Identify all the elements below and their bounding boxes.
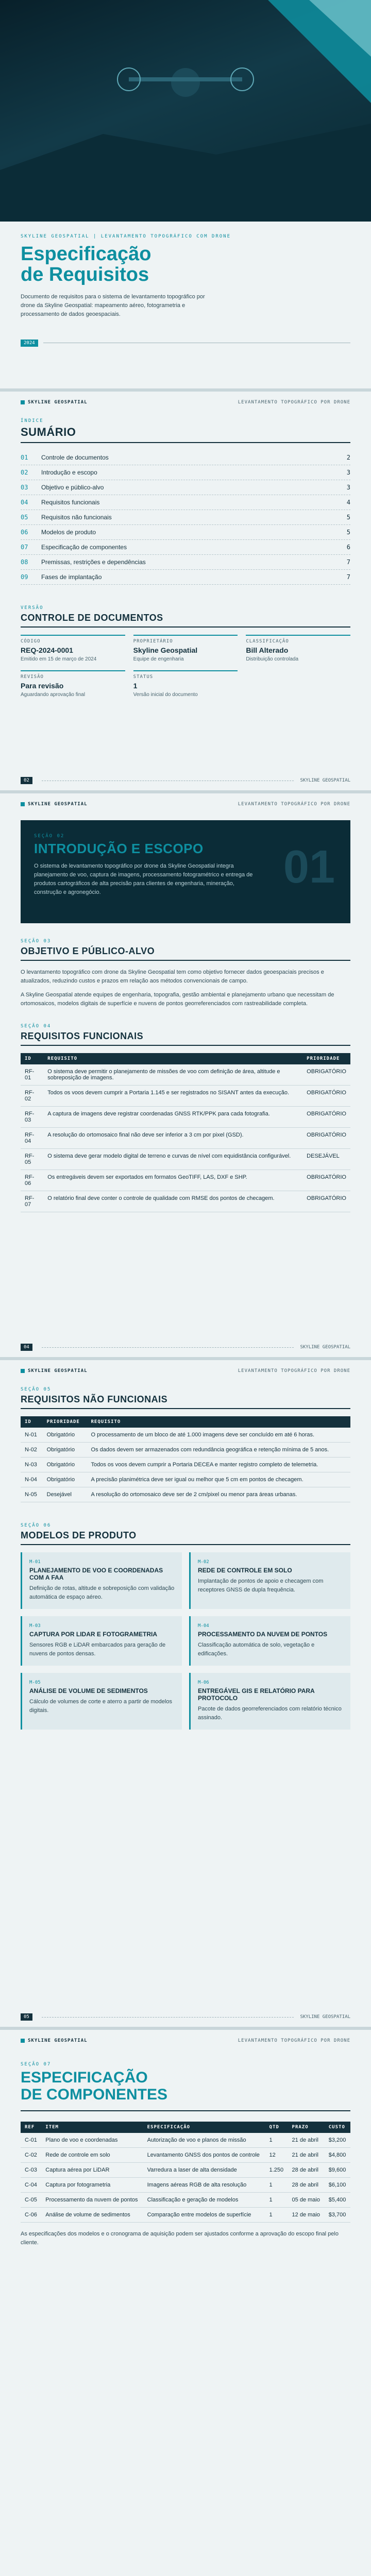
components-page [0,2030,371,2576]
footer-brand: SKYLINE GEOSPATIAL [300,2014,350,2020]
table-cell-text: Os entregáveis devem ser exportados em formatos GeoTIFF, LAS, DXF e SHP. [43,1170,302,1191]
table-cell-spec: Imagens aéreas RGB de alta resolução [143,2178,265,2193]
header-doc: LEVANTAMENTO TOPOGRÁFICO POR DRONE [238,2038,350,2043]
table-cell-id: RF-07 [21,1191,43,1212]
objective-p1: O levantamento topográfico com drone da Skyline Geospatial tem como objetivo fornecer dados geoespaciais precisos e atualizados, reduzindo custos e prazos em relação aos métodos convencionais de campo. [21,969,324,985]
cover-kicker: SKYLINE GEOSPATIAL | LEVANTAMENTO TOPOGRÁFICO COM DRONE [21,234,231,239]
toc-page [0,392,371,793]
model-card [189,1552,350,1609]
table-cell-text: A resolução do ortomosaico deve ser de 2 cm/pixel ou menor para áreas urbanas. [87,1487,350,1502]
cover-title-1: Especificação [21,243,151,265]
table-cell-term: 28 de abril [288,2178,325,2193]
toc-item-label: Modelos de produto [41,529,96,536]
toc-item-label: Especificação de componentes [41,544,127,551]
header-doc: LEVANTAMENTO TOPOGRÁFICO POR DRONE [238,802,350,807]
toc-item-num: 05 [21,514,28,521]
objective-kicker: SEÇÃO 03 [21,939,52,944]
nonfunctional-page [0,1360,371,2030]
table-cell-text: O relatório final deve conter o controle de qualidade com RMSE dos pontos de checagem. [43,1191,302,1212]
table-cell-qty: 1 [265,2208,288,2223]
model-card [21,1552,182,1609]
models-grid [21,1552,350,1730]
toc-item[interactable] [21,450,350,465]
toc-title: SUMÁRIO [21,426,76,438]
model-title: CAPTURA POR LIDAR E FOTOGRAMETRIA [29,1631,157,1638]
intro-page [0,793,371,1360]
table-cell-cost: $3,200 [325,2133,350,2148]
doc-field-note: Versão inicial do documento [133,692,198,698]
model-card [21,1673,182,1730]
toc-item[interactable] [21,525,350,540]
components-kicker: SEÇÃO 07 [21,2062,52,2067]
toc-list [21,450,350,585]
model-text: Pacote de dados georreferenciados com relatório técnico assinado. [198,1706,342,1721]
table-cell-spec: Classificação e geração de modelos [143,2193,265,2208]
intro-kicker: SEÇÃO 02 [34,834,65,839]
toc-item-page: 5 [346,514,350,521]
page-number: 02 [21,777,32,784]
toc-item[interactable] [21,495,350,510]
table-row [21,2193,350,2208]
functional-title: REQUISITOS FUNCIONAIS [21,1031,144,1042]
table-cell-id: RF-06 [21,1170,43,1191]
table-cell-ref: C-06 [21,2208,41,2223]
header-brand: SKYLINE GEOSPATIAL [21,802,88,807]
table-cell-prio: OBRIGATÓRIO [302,1064,350,1086]
toc-item-num: 06 [21,529,28,536]
table-cell-id: RF-03 [21,1107,43,1128]
table-row [21,1170,350,1191]
toc-item-label: Introdução e escopo [41,469,97,476]
header-doc: LEVANTAMENTO TOPOGRÁFICO POR DRONE [238,400,350,405]
table-row [21,1443,350,1458]
doc-field-value: 1 [133,682,138,690]
model-code: M-06 [198,1680,209,1686]
table-cell-text: Todos os voos devem cumprir a Portaria 1.145 e ser registrados no SISANT antes da execução. [43,1086,302,1107]
functional-kicker: SEÇÃO 04 [21,1024,52,1029]
toc-item-label: Premissas, restrições e dependências [41,558,146,566]
table-header: REF [21,2122,41,2133]
table-cell-spec: Varredura a laser de alta densidade [143,2163,265,2178]
table-cell-ref: C-03 [21,2163,41,2178]
table-row [21,1191,350,1212]
toc-item-label: Requisitos funcionais [41,499,100,506]
table-cell-item: Captura por fotogrametria [41,2178,143,2193]
table-cell-prio: DESEJÁVEL [302,1149,350,1170]
components-note: As especificações dos modelos e o cronograma de aquisição podem ser ajustados conforme a aprovação do escopo final pelo cliente. [21,2231,339,2246]
table-cell-ref: C-01 [21,2133,41,2148]
doc-field-value: Bill Alterado [246,646,289,654]
table-cell-qty: 1 [265,2178,288,2193]
table-header: QTD [265,2122,288,2133]
model-code: M-04 [198,1623,209,1629]
table-row [21,2208,350,2223]
toc-item-num: 03 [21,484,28,491]
components-title-1: ESPECIFICAÇÃO [21,2069,148,2086]
doc-control-title: CONTROLE DE DOCUMENTOS [21,613,163,623]
toc-item-page: 3 [346,484,350,491]
table-cell-id: RF-01 [21,1064,43,1086]
intro-banner [21,820,350,923]
toc-item-label: Requisitos não funcionais [41,514,112,521]
model-title: ENTREGÁVEL GIS E RELATÓRIO PARA PROTOCOLO [198,1687,315,1702]
cover-page [0,0,371,392]
table-cell-prio: Obrigatório [43,1472,87,1487]
model-text: Cálculo de volumes de corte e aterro a partir de modelos digitais. [29,1699,172,1714]
table-cell-id: N-05 [21,1487,43,1502]
doc-field-value: REQ-2024-0001 [21,646,73,654]
table-cell-term: 21 de abril [288,2148,325,2163]
model-code: M-01 [29,1560,41,1565]
model-card [189,1673,350,1730]
table-cell-cost: $5,400 [325,2193,350,2208]
components-title-2: DE COMPONENTES [21,2086,168,2103]
models-title: MODELOS DE PRODUTO [21,1530,137,1540]
toc-item-num: 01 [21,454,28,461]
toc-item-page: 3 [346,469,350,476]
header-doc: LEVANTAMENTO TOPOGRÁFICO POR DRONE [238,1368,350,1374]
model-code: M-03 [29,1623,41,1629]
table-cell-item: Captura aérea por LiDAR [41,2163,143,2178]
table-row [21,2133,350,2148]
table-cell-item: Processamento da nuvem de pontos [41,2193,143,2208]
doc-field-note: Distribuição controlada [246,656,299,662]
doc-field-label: REVISÃO [21,674,44,680]
table-cell-term: 05 de maio [288,2193,325,2208]
toc-item-label: Controle de documentos [41,454,109,461]
components-table [21,2122,350,2223]
table-cell-term: 21 de abril [288,2133,325,2148]
table-cell-prio: Obrigatório [43,1458,87,1472]
page-number: 05 [21,2013,32,2021]
table-cell-term: 28 de abril [288,2163,325,2178]
table-cell-item: Análise de volume de sedimentos [41,2208,143,2223]
model-code: M-02 [198,1560,209,1565]
table-cell-cost: $9,600 [325,2163,350,2178]
page-number: 04 [21,1344,32,1351]
doc-field-value: Skyline Geospatial [133,646,198,654]
toc-kicker: ÍNDICE [21,418,44,423]
toc-item-label: Objetivo e público-alvo [41,484,104,491]
table-cell-text: O processamento de um bloco de até 1.000 imagens deve ser concluído em até 6 horas. [87,1428,350,1443]
model-text: Implantação de pontos de apoio e checagem com receptores GNSS de dupla frequência. [198,1578,324,1594]
table-cell-qty: 1.250 [265,2163,288,2178]
table-row [21,1472,350,1487]
toc-item-num: 07 [21,544,28,551]
cover-title-2: de Requisitos [21,263,149,285]
table-cell-text: A resolução do ortomosaico final não deve ser inferior a 3 cm por pixel (GSD). [43,1128,302,1149]
model-text: Classificação automática de solo, vegetação e edificações. [198,1642,315,1657]
toc-item[interactable] [21,570,350,585]
table-row [21,1128,350,1149]
model-title: PLANEJAMENTO DE VOO E COORDENADAS COM A FAA [29,1567,163,1581]
table-row [21,1149,350,1170]
cover-image [0,0,371,222]
table-cell-cost: $3,700 [325,2208,350,2223]
doc-field [21,635,125,662]
table-cell-prio: Obrigatório [43,1428,87,1443]
table-row [21,1458,350,1472]
table-header: PRIORIDADE [302,1053,350,1064]
table-row [21,1086,350,1107]
doc-field [246,635,350,662]
table-cell-text: Todos os voos devem cumprir a Portaria DECEA e manter registro completo de telemetria. [87,1458,350,1472]
intro-number: 01 [283,841,335,893]
model-title: PROCESSAMENTO DA NUVEM DE PONTOS [198,1631,328,1638]
table-cell-text: O sistema deve permitir o planejamento de missões de voo com definição de área, altitude e sobreposição de imagens. [43,1064,302,1086]
cover-year: 2024 [21,340,38,347]
model-card [189,1616,350,1666]
models-kicker: SEÇÃO 06 [21,1523,52,1528]
table-row [21,1487,350,1502]
table-header: ESPECIFICAÇÃO [143,2122,265,2133]
model-code: M-05 [29,1680,41,1686]
toc-item[interactable] [21,480,350,495]
table-cell-qty: 1 [265,2193,288,2208]
toc-item[interactable] [21,540,350,555]
doc-field-label: CÓDIGO [21,639,41,644]
table-cell-qty: 12 [265,2148,288,2163]
table-header: PRAZO [288,2122,325,2133]
toc-item-page: 5 [346,529,350,536]
doc-control-fields [21,635,350,698]
table-cell-prio: Desejável [43,1487,87,1502]
footer-brand: SKYLINE GEOSPATIAL [300,1345,350,1350]
table-cell-ref: C-05 [21,2193,41,2208]
table-cell-id: N-04 [21,1472,43,1487]
drone-illustration [0,0,371,222]
table-header: REQUISITO [87,1416,350,1428]
table-row [21,1107,350,1128]
nonfunctional-kicker: SEÇÃO 05 [21,1387,52,1392]
intro-text: O sistema de levantamento topográfico por drone da Skyline Geospatial integra planejamento de voo, captura de imagens, processamento fotogramétrico e entrega de produtos cartográficos de alta precisão para clientes de engenharia, mineração, construção e agronegócio. [34,863,253,896]
toc-item-page: 4 [346,499,350,506]
toc-item-page: 6 [346,544,350,551]
nonfunctional-table [21,1416,350,1502]
toc-item-num: 04 [21,499,28,506]
table-cell-spec: Levantamento GNSS dos pontos de controle [143,2148,265,2163]
table-cell-qty: 1 [265,2133,288,2148]
table-cell-prio: OBRIGATÓRIO [302,1128,350,1149]
table-cell-id: N-03 [21,1458,43,1472]
table-cell-item: Plano de voo e coordenadas [41,2133,143,2148]
table-cell-prio: OBRIGATÓRIO [302,1086,350,1107]
toc-item-num: 02 [21,469,28,476]
toc-item-page: 7 [346,573,350,581]
table-cell-term: 12 de maio [288,2208,325,2223]
table-cell-prio: Obrigatório [43,1443,87,1458]
header-brand: SKYLINE GEOSPATIAL [21,1368,88,1374]
table-row [21,2178,350,2193]
table-cell-text: Os dados devem ser armazenados com redundância geográfica e retenção mínima de 5 anos. [87,1443,350,1458]
doc-field-note: Emitido em 15 de março de 2024 [21,656,97,662]
objective-title: OBJETIVO E PÚBLICO-ALVO [21,946,155,956]
doc-field-label: PROPRIETÁRIO [133,639,173,644]
table-row [21,1064,350,1086]
toc-item-num: 08 [21,558,28,566]
objective-p2: A Skyline Geospatial atende equipes de engenharia, topografia, gestão ambiental e planejamento urbano que necessitam de ortomosaicos, modelos digitais de superfície e nuvens de pontos georreferenciados com rastreabilidade completa. [21,992,334,1007]
doc-field-note: Aguardando aprovação final [21,692,86,698]
table-cell-text: O sistema deve gerar modelo digital de terreno e curvas de nível com equidistância configurável. [43,1149,302,1170]
table-header: ITEM [41,2122,143,2133]
table-cell-id: RF-05 [21,1149,43,1170]
table-cell-item: Rede de controle em solo [41,2148,143,2163]
table-cell-spec: Comparação entre modelos de superfície [143,2208,265,2223]
doc-field [133,670,238,698]
doc-field [133,635,238,662]
doc-field-note: Equipe de engenharia [133,656,184,662]
doc-control-kicker: VERSÃO [21,605,44,611]
table-header: CUSTO [325,2122,350,2133]
toc-item-num: 09 [21,573,28,581]
table-cell-spec: Autorização de voo e planos de missão [143,2133,265,2148]
doc-field-label: CLASSIFICAÇÃO [246,639,289,644]
table-row [21,1428,350,1443]
table-cell-prio: OBRIGATÓRIO [302,1191,350,1212]
table-header: REQUISITO [43,1053,302,1064]
table-cell-cost: $6,100 [325,2178,350,2193]
toc-item-page: 2 [346,454,350,461]
table-header: ID [21,1053,43,1064]
doc-field-value: Para revisão [21,682,64,690]
model-card [21,1616,182,1666]
footer-brand: SKYLINE GEOSPATIAL [300,778,350,783]
toc-item[interactable] [21,465,350,480]
table-cell-id: RF-04 [21,1128,43,1149]
toc-item-page: 7 [346,558,350,566]
table-cell-prio: OBRIGATÓRIO [302,1107,350,1128]
model-text: Sensores RGB e LiDAR embarcados para geração de nuvens de pontos densas. [29,1642,166,1657]
table-header: ID [21,1416,43,1428]
doc-field [21,670,125,698]
functional-table [21,1053,350,1212]
toc-item-label: Fases de implantação [41,573,102,581]
table-cell-ref: C-02 [21,2148,41,2163]
table-cell-text: A captura de imagens deve registrar coordenadas GNSS RTK/PPK para cada fotografia. [43,1107,302,1128]
intro-title: INTRODUÇÃO E ESCOPO [34,841,204,856]
table-cell-text: A precisão planimétrica deve ser igual ou melhor que 5 cm em pontos de checagem. [87,1472,350,1487]
model-title: REDE DE CONTROLE EM SOLO [198,1567,292,1574]
table-cell-id: N-01 [21,1428,43,1443]
table-row [21,2163,350,2178]
nonfunctional-title: REQUISITOS NÃO FUNCIONAIS [21,1394,168,1404]
model-text: Definição de rotas, altitude e sobreposição com validação automática de espaço aéreo. [29,1585,175,1601]
toc-item[interactable] [21,510,350,525]
table-cell-prio: OBRIGATÓRIO [302,1170,350,1191]
table-cell-ref: C-04 [21,2178,41,2193]
doc-field-label: STATUS [133,674,154,680]
cover-subtitle: Documento de requisitos para o sistema de levantamento topográfico por drone da Skyline Geospatial: mapeamento aéreo, fotogrametria e processamento de dados geoespaciais. [21,293,205,317]
header-brand: SKYLINE GEOSPATIAL [21,400,88,405]
table-cell-cost: $4,800 [325,2148,350,2163]
header-brand: SKYLINE GEOSPATIAL [21,2038,88,2043]
table-cell-id: N-02 [21,1443,43,1458]
table-header: PRIORIDADE [43,1416,87,1428]
model-title: ANÁLISE DE VOLUME DE SEDIMENTOS [29,1687,148,1695]
table-cell-id: RF-02 [21,1086,43,1107]
toc-item[interactable] [21,555,350,570]
table-row [21,2148,350,2163]
